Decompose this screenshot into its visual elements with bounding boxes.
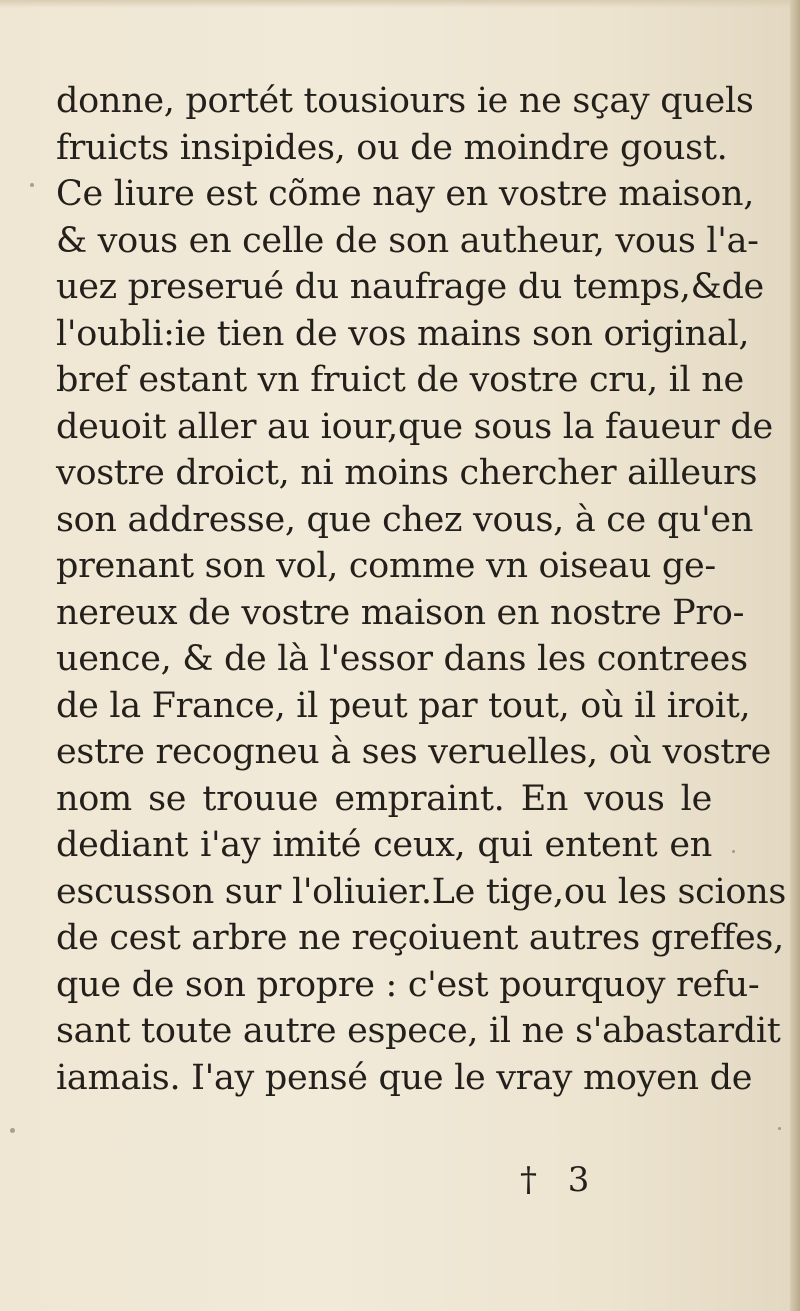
text-line: sant toute autre espece, il ne s'abastardit [56, 1011, 781, 1051]
text-line: de cest arbre ne reçoiuent autres greffes, [56, 918, 784, 958]
text-line: Ce liure est cõme nay en vostre maison, [56, 174, 755, 214]
text-line: dediant i'ay imité ceux, qui entent en [56, 825, 712, 865]
text-line: & vous en celle de son autheur, vous l'a- [56, 220, 759, 261]
paper-speck [10, 1128, 15, 1133]
text-line: vostre droict, ni moins chercher ailleurs [56, 453, 758, 493]
paper-speck [778, 1127, 781, 1130]
text-line: l'oubli:ie tien de vos mains son original, [56, 313, 750, 354]
text-line: son addresse, que chez vous, à ce qu'en [56, 499, 754, 540]
text-line: fruicts insipides, ou de moindre goust. [56, 127, 728, 168]
body-text [56, 78, 787, 1101]
paper-speck [30, 183, 34, 187]
text-line: deuoit aller au iour,que sous la faueur de [56, 406, 773, 447]
signature-mark: † 3 [520, 1160, 600, 1200]
text-line: iamais. I'ay pensé que le vray moyen de [56, 1057, 753, 1098]
text-line: uence, & de là l'essor dans les contrees [56, 639, 748, 679]
text-line: prenant son vol, comme vn oiseau ge- [56, 546, 716, 586]
text-line: nereux de vostre maison en nostre Pro- [56, 592, 745, 633]
page-top-edge [0, 0, 800, 8]
text-line: escusson sur l'oliuier.Le tige,ou les scions [56, 871, 787, 912]
text-line: de la France, il peut par tout, où il iroit, [56, 685, 751, 726]
text-line: donne, portét tousiours ie ne sçay quels [56, 81, 754, 121]
text-line: que de son propre : c'est pourquoy refu- [56, 964, 760, 1005]
page-right-edge [790, 0, 800, 1311]
paper-speck [732, 850, 735, 853]
text-line: nom se trouue empraint. En vous le [56, 778, 712, 819]
text-line: bref estant vn fruict de vostre cru, il ne [56, 360, 744, 400]
text-line: uez preserué du naufrage du temps,&de [56, 267, 764, 307]
text-line: estre recogneu à ses veruelles, où vostre [56, 732, 772, 772]
